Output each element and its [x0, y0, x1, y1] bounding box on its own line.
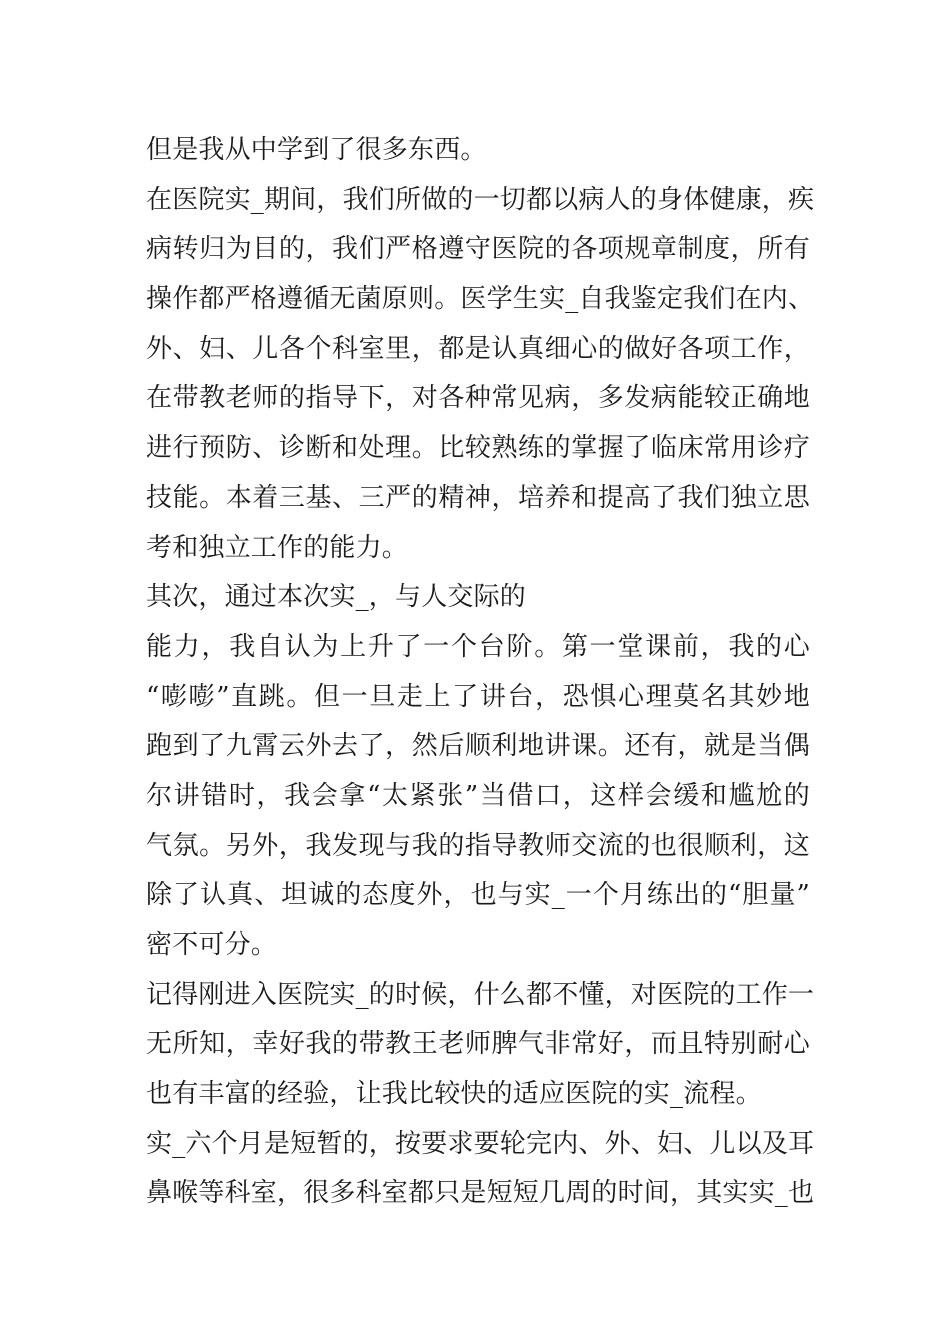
text-line: 操作都严格遵循无菌原则。医学生实_自我鉴定我们在内、 [146, 284, 815, 315]
text-line: 实_六个月是短暂的，按要求要轮完内、外、妇、儿以及耳 [146, 1128, 815, 1159]
text-line: 能力，我自认为上升了一个台阶。第一堂课前，我的心 [146, 631, 810, 662]
text-line: 密不可分。 [146, 930, 278, 960]
text-line: 在带教老师的指导下，对各种常见病，多发病能较正确地 [146, 383, 810, 414]
text-line: 记得刚进入医院实_的时候，什么都不懂，对医院的工作一 [146, 979, 815, 1010]
text-line: 在医院实_期间，我们所做的一切都以病人的身体健康，疾 [146, 184, 815, 215]
text-line: 外、妇、儿各个科室里，都是认真细心的做好各项工作， [146, 333, 810, 364]
text-line: 病转归为目的，我们严格遵守医院的各项规章制度，所有 [146, 234, 810, 265]
text-line: 也有丰富的经验，让我比较快的适应医院的实_流程。 [146, 1079, 762, 1110]
text-line: 无所知，幸好我的带教王老师脾气非常好，而且特别耐心 [146, 1029, 810, 1060]
text-line: 其次，通过本次实_，与人交际的 [146, 582, 527, 613]
text-line: 鼻喉等科室，很多科室都只是短短几周的时间，其实实_也 [146, 1178, 815, 1209]
text-line: 跑到了九霄云外去了，然后顺利地讲课。还有，就是当偶 [146, 731, 810, 762]
text-line: 除了认真、坦诚的态度外，也与实_一个月练出的“胆量” [146, 880, 810, 911]
text-line: 尔讲错时，我会拿“太紧张”当借口，这样会缓和尴尬的 [146, 780, 810, 811]
body-text [146, 126, 815, 1219]
text-line: 进行预防、诊断和处理。比较熟练的掌握了临床常用诊疗 [146, 433, 810, 464]
text-line: “嘭嘭”直跳。但一旦走上了讲台，恐惧心理莫名其妙地 [146, 681, 810, 712]
text-line: 考和独立工作的能力。 [146, 532, 409, 563]
text-line: 气氛。另外，我发现与我的指导教师交流的也很顺利，这 [146, 830, 810, 861]
text-line: 技能。本着三基、三严的精神，培养和提高了我们独立思 [146, 482, 810, 513]
text-line: 但是我从中学到了很多东西。 [146, 135, 487, 165]
